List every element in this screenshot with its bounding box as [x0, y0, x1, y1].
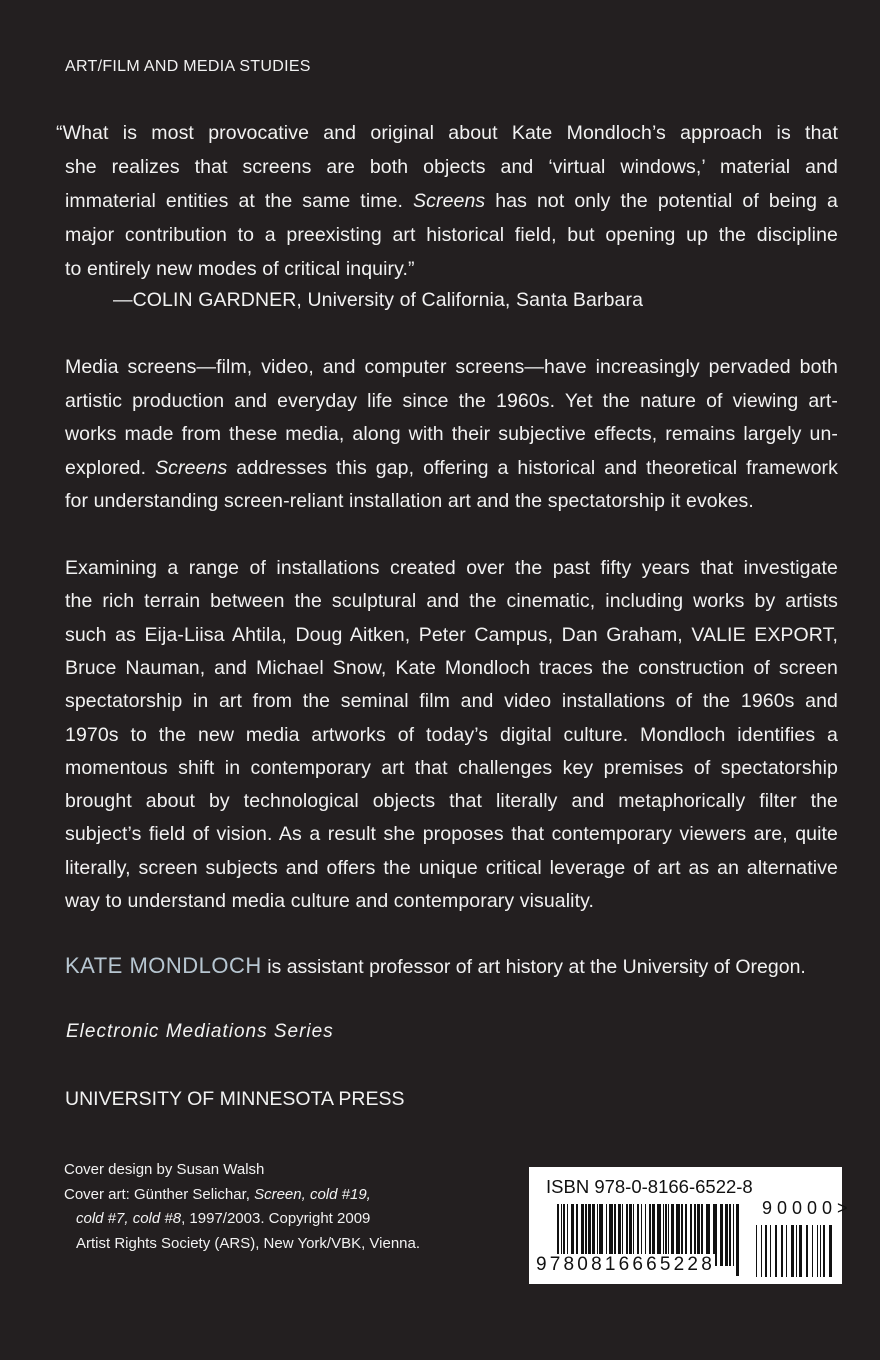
addon-bar	[786, 1225, 787, 1277]
italic-title: Screens	[155, 456, 228, 479]
isbn-barcode	[529, 1167, 853, 1284]
text-line	[65, 822, 838, 846]
author-bio	[65, 953, 806, 979]
cover-design-credit: Cover design by Susan Walsh	[64, 1161, 265, 1178]
cover-credits	[64, 1158, 420, 1256]
text-line	[65, 689, 838, 713]
text-line	[65, 556, 838, 580]
text-segment: to entirely new modes of critical inquiry.”	[65, 258, 415, 280]
text-segment: she realizes that screens are both objects and ‘virtual windows,’ material and	[65, 156, 838, 178]
addon-bar	[806, 1225, 808, 1277]
barcode-bar	[733, 1204, 734, 1266]
text-segment: addresses this gap, offering a historical and theoretical framework	[227, 456, 839, 479]
addon-bar	[761, 1225, 762, 1277]
barcode-bar	[736, 1204, 739, 1276]
text-segment: momentous shift in contemporary art that challenges key premises of spectatorship	[65, 756, 838, 779]
italic-title: Screens	[413, 190, 486, 212]
barcode-bar	[729, 1204, 731, 1266]
addon-bar	[823, 1225, 825, 1277]
text-line	[65, 656, 838, 680]
text-segment: “What is most provocative and original about Kate Mondloch’s approach is that	[56, 122, 838, 144]
text-segment: subject’s field of vision. As a result she proposes that contemporary viewers are, quite	[65, 823, 838, 846]
addon-bar	[820, 1225, 821, 1277]
cover-art-title: Screen, cold #19,	[254, 1185, 371, 1203]
text-segment: the rich terrain between the sculptural and the cinematic, including works by artists	[65, 590, 838, 613]
addon-bar	[817, 1225, 818, 1277]
text-line	[65, 789, 838, 813]
cover-art-credit	[64, 1183, 420, 1208]
text-segment: explored.	[65, 456, 156, 479]
addon-bar	[781, 1225, 783, 1277]
text-segment: Bruce Nauman, and Michael Snow, Kate Mondloch traces the construction of screen	[65, 656, 838, 679]
cover-art-prefix: Cover art: Günther Selichar,	[64, 1185, 255, 1203]
text-line	[56, 121, 838, 145]
publisher-name: UNIVERSITY OF MINNESOTA PRESS	[65, 1088, 405, 1110]
text-segment: spectatorship in art from the seminal film and video installations of the 1960s and	[65, 690, 838, 713]
text-line	[65, 889, 838, 913]
text-line	[65, 257, 838, 281]
text-segment: 1970s to the new media artworks of today’s digital culture. Mondloch identifies a	[65, 723, 838, 746]
addon-bar	[756, 1225, 757, 1277]
text-segment: literally, screen subjects and offers the unique critical leverage of art as an alternative	[65, 856, 838, 879]
cover-art-credit-line2	[64, 1207, 420, 1232]
text-segment: such as Eija-Liisa Ahtila, Doug Aitken, Peter Campus, Dan Graham, VALIE EXPORT,	[65, 623, 838, 646]
cover-art-copyright: , 1997/2003. Copyright 2009	[181, 1210, 371, 1227]
price-addon-text: 90000>	[762, 1198, 853, 1218]
text-line	[65, 355, 838, 379]
text-segment: immaterial entities at the same time.	[65, 190, 414, 212]
text-line	[65, 456, 838, 480]
text-line	[65, 489, 838, 513]
addon-bar	[791, 1225, 794, 1277]
addon-bar	[829, 1225, 832, 1277]
text-line	[65, 389, 838, 413]
text-segment: has not only the potential of being a	[485, 190, 838, 212]
text-segment: Examining a range of installations created over the past fifty years that investigate	[65, 557, 838, 579]
text-segment: for understanding screen-reliant installation art and the spectatorship it evokes.	[65, 490, 754, 512]
text-segment: works made from these media, along with their subjective effects, remains largely un-	[65, 423, 838, 445]
quote-attribution: —COLIN GARDNER, University of California, Santa Barbara	[113, 289, 644, 311]
addon-bar	[770, 1225, 771, 1277]
text-line	[65, 589, 838, 613]
category-label: ART/FILM AND MEDIA STUDIES	[65, 58, 311, 75]
addon-bar	[799, 1225, 802, 1277]
text-line	[65, 756, 838, 780]
text-line	[65, 723, 838, 747]
text-line	[65, 223, 838, 247]
barcode-bar	[725, 1204, 728, 1266]
text-line	[65, 856, 838, 880]
isbn-text: ISBN 978-0-8166-6522-8	[546, 1176, 753, 1197]
text-segment: Media screens—film, video, and computer screens—have increasingly pervaded both	[65, 356, 838, 378]
text-segment: brought about by technological objects that literally and metaphorically filter the	[65, 790, 838, 813]
text-line	[65, 155, 838, 179]
series-name: Electronic Mediations Series	[66, 1021, 334, 1042]
text-segment: major contribution to a preexisting art historical field, but opening up the discipline	[65, 224, 838, 246]
barcode-bar	[720, 1204, 723, 1266]
text-segment: artistic production and everyday life since the 1960s. Yet the nature of viewing art-	[65, 389, 838, 412]
cover-art-credit-line3: Artist Rights Society (ARS), New York/VBK, Vienna.	[76, 1234, 421, 1252]
text-line	[65, 623, 838, 647]
addon-bar	[765, 1225, 767, 1277]
cover-art-title-cont: cold #7, cold #8	[76, 1210, 182, 1227]
ean-digits: 9780816665228	[536, 1254, 715, 1275]
addon-bar	[775, 1225, 777, 1277]
addon-bar	[812, 1225, 813, 1277]
text-segment: way to understand media culture and contemporary visuality.	[65, 890, 595, 912]
text-line	[65, 422, 838, 446]
addon-bar	[796, 1225, 797, 1277]
text-line	[65, 189, 838, 213]
author-name: KATE MONDLOCH	[65, 953, 262, 978]
author-bio-text: is assistant professor of art history at the University of Oregon.	[261, 956, 806, 978]
